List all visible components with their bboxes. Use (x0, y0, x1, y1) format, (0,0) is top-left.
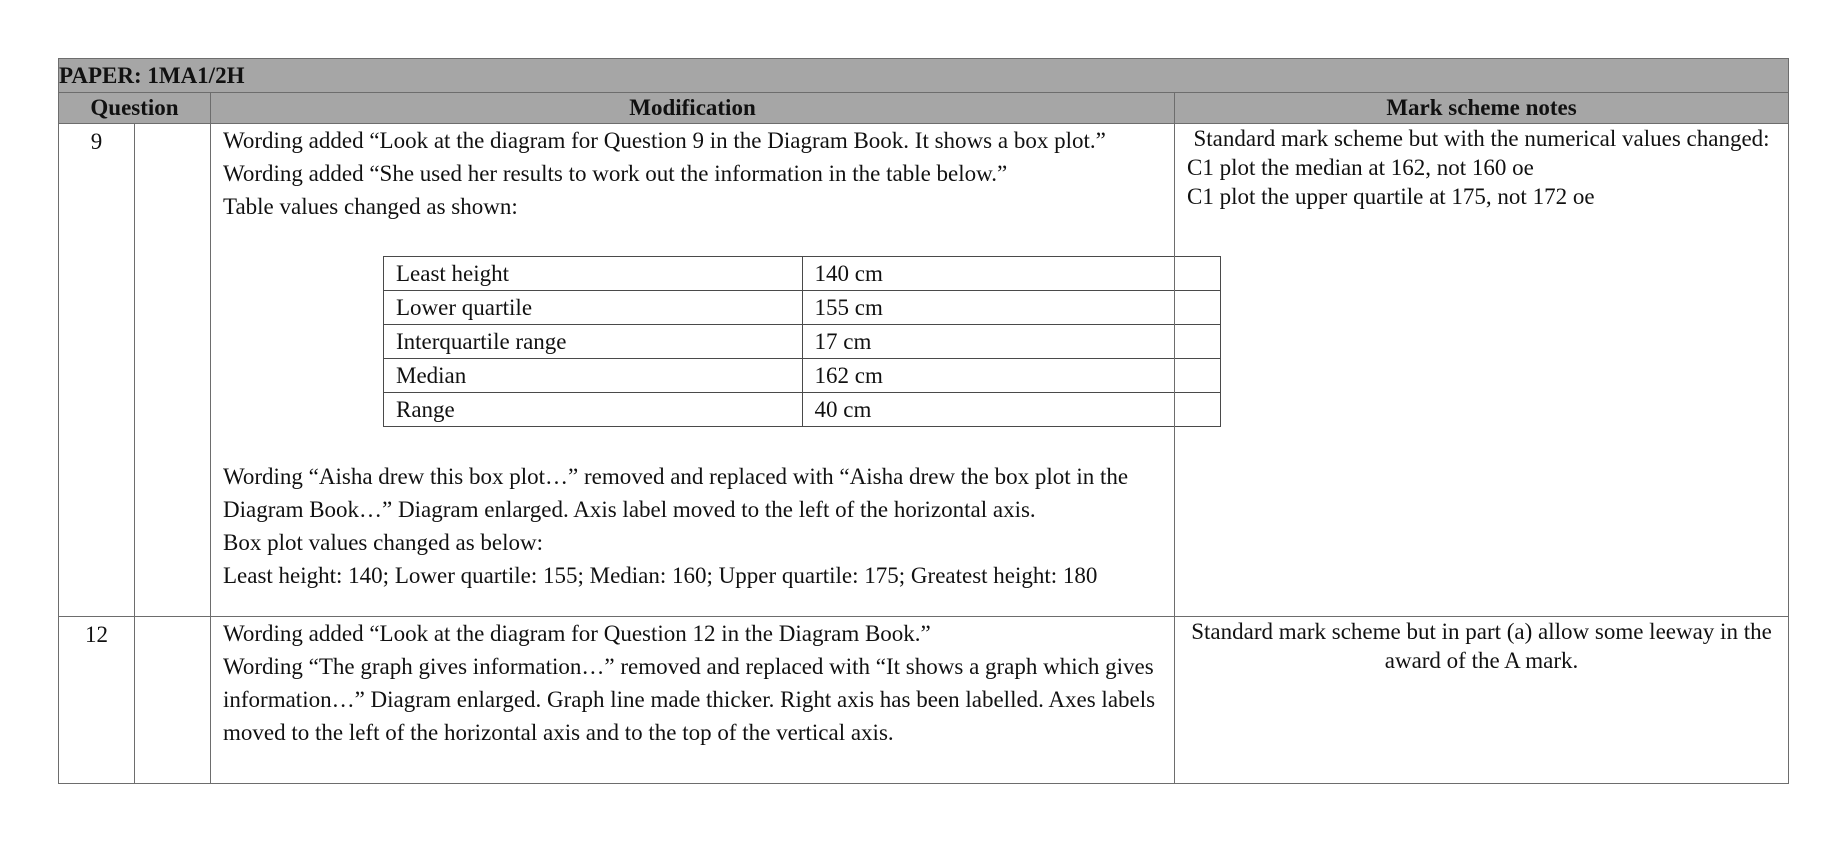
table-row (59, 617, 1789, 784)
notes-mark: C1 plot the upper quartile at 175, not 172 oe (1187, 184, 1595, 209)
values-label: Least height (384, 257, 803, 291)
modification-line: Wording added “She used her results to work out the information in the table below.” (223, 161, 1008, 186)
notes-cell (1175, 124, 1789, 617)
header-modification: Modification (211, 93, 1175, 124)
question-subpart-cell (135, 617, 211, 784)
notes-intro: Standard mark scheme but in part (a) allow some leeway in the award of the A mark. (1191, 619, 1772, 673)
modification-cell (211, 617, 1175, 784)
values-row (384, 291, 1221, 325)
values-value: 17 cm (802, 325, 1221, 359)
modification-line: Box plot values changed as below: (223, 530, 544, 555)
question-number: 9 (59, 124, 135, 617)
values-row (384, 325, 1221, 359)
values-label: Lower quartile (384, 291, 803, 325)
column-header-row (59, 93, 1789, 124)
values-value: 40 cm (802, 393, 1221, 427)
modification-line: Wording added “Look at the diagram for Question 9 in the Diagram Book. It shows a box plot.” (223, 128, 1106, 153)
values-row (384, 257, 1221, 291)
values-table (383, 256, 1221, 427)
notes-intro: Standard mark scheme but with the numerical values changed: (1193, 126, 1770, 151)
modification-line: Least height: 140; Lower quartile: 155; Median: 160; Upper quartile: 175; Greatest height: 180 (223, 563, 1098, 588)
values-row (384, 359, 1221, 393)
paper-title: PAPER: 1MA1/2H (59, 59, 1789, 93)
document-page (58, 58, 1788, 784)
notes-cell (1175, 617, 1789, 784)
modification-line: Wording “Aisha drew this box plot…” removed and replaced with “Aisha drew the box plot in the Diagram Book…” Diagram enlarged. Axis label moved to the left of the horizontal axis. (223, 464, 1129, 522)
modification-line: Wording added “Look at the diagram for Question 12 in the Diagram Book.” (223, 621, 931, 646)
header-notes: Mark scheme notes (1175, 93, 1789, 124)
header-question: Question (59, 93, 211, 124)
values-value: 162 cm (802, 359, 1221, 393)
values-label: Median (384, 359, 803, 393)
values-label: Range (384, 393, 803, 427)
values-label: Interquartile range (384, 325, 803, 359)
notes-mark: C1 plot the median at 162, not 160 oe (1187, 155, 1534, 180)
modification-line: Wording “The graph gives information…” removed and replaced with “It shows a graph which gives information…” Diagram enlarged. Graph line made thicker. Right axis has been labelled. Axes labels moved to the left of the horizontal axis and to the top of the vertical axis. (223, 654, 1156, 745)
table-row (59, 124, 1789, 617)
values-value: 155 cm (802, 291, 1221, 325)
values-value: 140 cm (802, 257, 1221, 291)
question-subpart-cell (135, 124, 211, 617)
modifications-table (58, 58, 1789, 784)
values-row (384, 393, 1221, 427)
modification-line: Table values changed as shown: (223, 194, 518, 219)
modification-cell (211, 124, 1175, 617)
paper-header-row (59, 59, 1789, 93)
question-number: 12 (59, 617, 135, 784)
